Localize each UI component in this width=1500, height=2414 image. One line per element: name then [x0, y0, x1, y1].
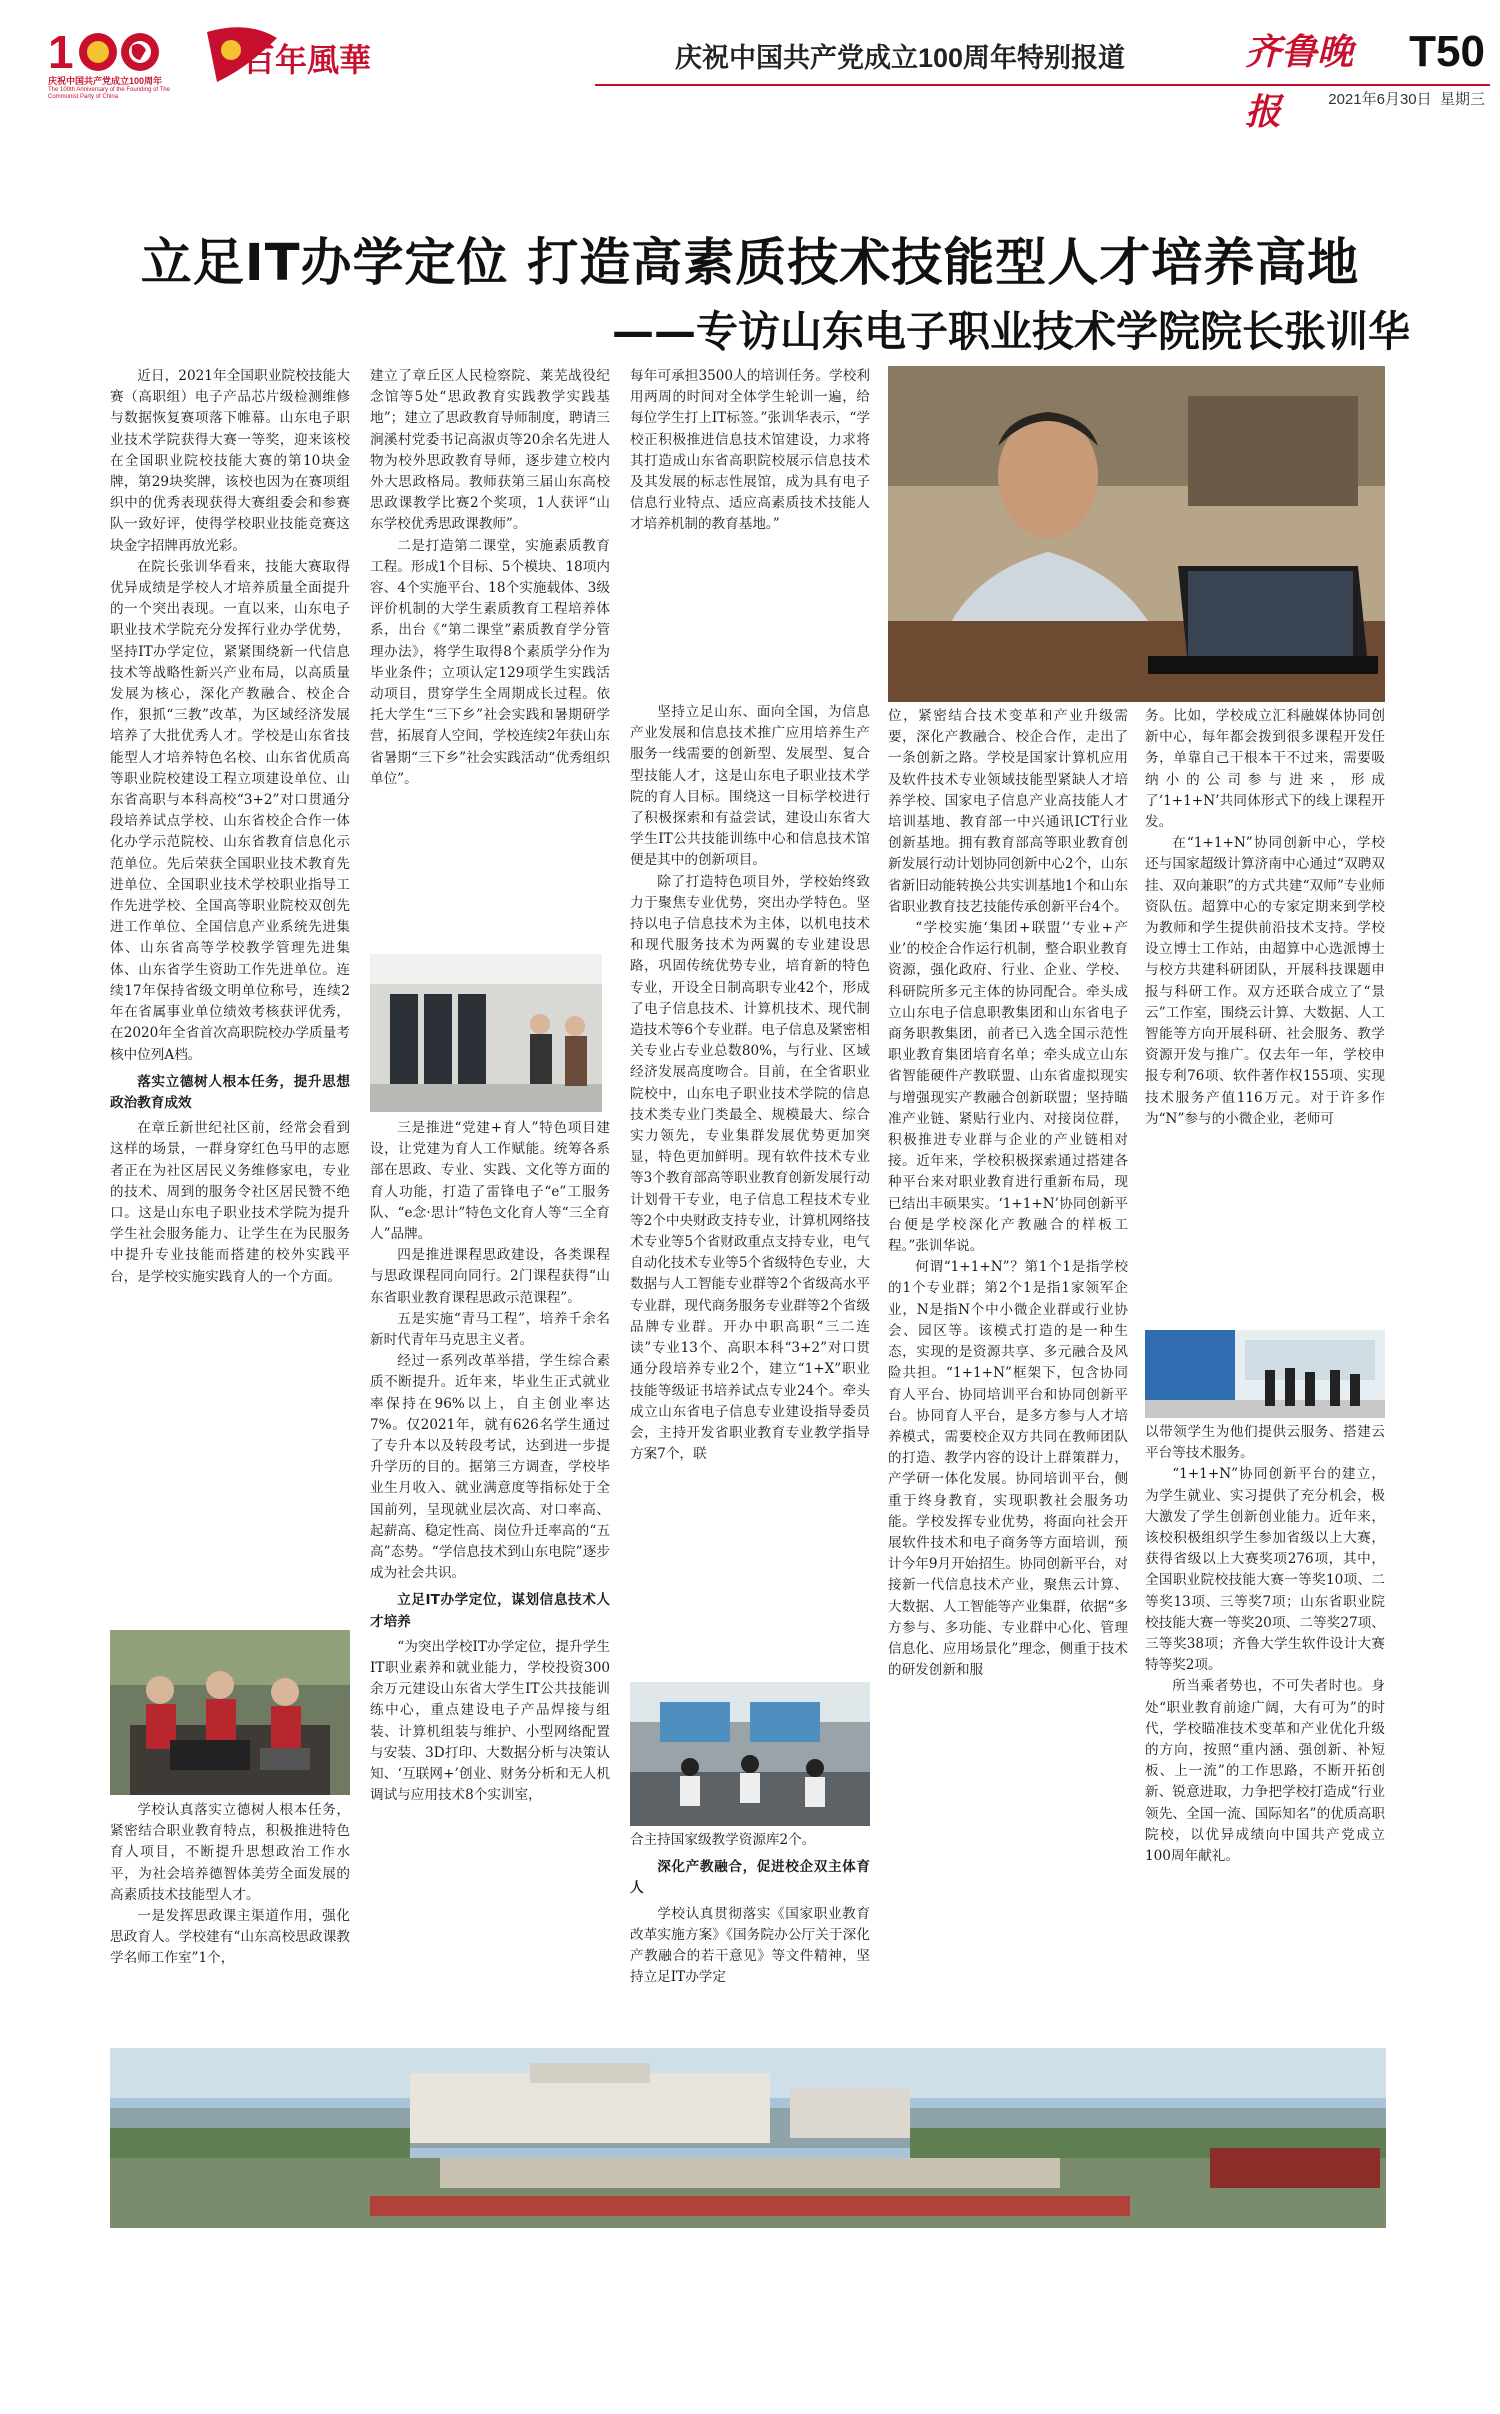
centenary-logo [48, 24, 198, 104]
photo-server-room [370, 954, 602, 1112]
column-1-continued [110, 1800, 350, 2040]
special-report-banner: 庆祝中国共产党成立100周年特别报道 [674, 43, 1126, 73]
paragraph: 经过一系列改革举措，学生综合素质不断提升。近年来，毕业生正式就业率保持在96%以上，自主创业率达7%。仅2021年，就有626名学生通过了专升本以及转段考试，达到进一步提升学历的目的。据第三方调查，学校毕业生月收入、就业满意度等指标处于全国前列，呈现就业层次高、对口率高、起薪高、稳定性高、岗位升迁率高的“五高”态势。“学信息技术到山东电院”逐步成为社会共识。 [370, 1353, 610, 1582]
column-2-continued [370, 1118, 610, 2040]
paragraph: 建立了章丘区人民检察院、莱芜战役纪念馆等5处“思政教育实践教学实践基地”；建立了思政教育导师制度，聘请三涧溪村党委书记高淑贞等20余名先进人物为校外思政教育导师，逐步建立校内外大思政格局。教师获第三届山东高校思政课教学比赛2个奖项，1人获评“山东学校优秀思政课教师”。 [370, 368, 610, 533]
paragraph: 一是发挥思政课主渠道作用，强化思政育人。学校建有“山东高校思政课教学名师工作室”1个， [110, 1908, 350, 1967]
article-headline: 立足IT办学定位 打造高素质技术技能型人才培养高地 [140, 234, 1360, 293]
weekday-text: 星期三 [1439, 91, 1485, 108]
section-heading: 落实立德树人根本任务，提升思想政治教育成效 [110, 1073, 350, 1111]
column-3 [630, 366, 870, 702]
photo-campus-aerial [110, 2048, 1386, 2228]
paragraph: “为突出学校IT办学定位，提升学生IT职业素养和就业能力，学校投资300余万元建设山东省大学生IT公共技能训练中心，重点建设电子产品焊接与组装、计算机组装与维护、小型网络配置与安装、3D打印、大数据分析与决策认知、‘互联网+’创业、财务分析和无人机调试与应用技术8个实训室， [370, 1638, 610, 1804]
masthead [0, 0, 1500, 133]
calligraphy-title [205, 22, 372, 94]
paragraph: 五是实施“青马工程”，培养千余名新时代青年马克思主义者。 [370, 1310, 610, 1349]
paragraph: 务。比如，学校成立汇科融媒体协同创新中心，每年都会拨到很多课程开发任务，单靠自己干根本干不过来，需要吸纳小的公司参与进来，形成了‘1+1+N’共同体形式下的线上课程开发。 [1145, 708, 1385, 831]
paragraph: 二是打造第二课堂，实施素质教育工程。形成1个目标、5个模块、18项内容、4个实施平台、18个实施载体、3级评价机制的大学生素质教育工程培养体系，出台《“第二课堂”素质教育学分管理办法》，将学生取得8个素质学分作为毕业条件；立项认定129项学生实践活动项目，贯穿学生全周期成长过程。依托大学生“三下乡”社会实践和暑期研学营，拓展育人空间，学校连续2年获山东省暑期“三下乡”社会实践活动“优秀组织单位”。 [370, 537, 610, 787]
paragraph: 近日，2021年全国职业院校技能大赛（高职组）电子产品芯片级检测维修与数据恢复赛项落下帷幕。山东电子职业技术学院获得大赛一等奖，迎来该校在全国职业院校技能大赛的第10块金牌，第29块奖牌，该校也因为在赛项组织中的优秀表现获得大赛组委会和参赛队一致好评，使得学校职业技能竞赛这块金字招牌再放光彩。 [110, 368, 350, 554]
paragraph: 四是推进课程思政建设，各类课程与思政课程同向同行。2门课程获得“山东省职业教育课程思政示范课程”。 [370, 1247, 610, 1306]
newspaper-name: 齐鲁晚报 [1245, 31, 1354, 133]
paragraph: 所当乘者势也，不可失者时也。身处“职业教育前途广阔，大有可为”的时代，学校瞄准技术变革和产业优化升级的方向，按照“重内涵、强创新、补短板、上一流”的工作思路，不断开拓创新、锐意进取，力争把学校打造成“行业领先、全国一流、国际知名”的优质高职院校，以优异成绩向中国共产党成立100周年献礼。 [1145, 1678, 1385, 1865]
paragraph: 每年可承担3500人的培训任务。学校利用两周的时间对全体学生轮训一遍，给每位学生打上IT标签。”张训华表示，“学校正积极推进信息技术馆建设，力求将其打造成山东省高职院校展示信息技术及其发展的标志性展馆，成为具有电子信息行业特点、适应高素质技术技能人才培养机制的教育基地。” [630, 368, 870, 533]
section-heading: 立足IT办学定位，谋划信息技术人才培养 [370, 1592, 610, 1630]
paragraph: “1+1+N”协同创新平台的建立，为学生就业、实习提供了充分机会，极大激发了学生创新创业能力。近年来，该校积极组织学生参加省级以上大赛，获得省级以上大赛奖项276项，其中，全国职业院校技能大赛一等奖10项、二等奖13项、三等奖7项；山东省职业院校技能大赛一等奖20项、二等奖27项、三等奖38项；齐鲁大学生软件设计大赛特等奖2项。 [1145, 1466, 1385, 1674]
column-4 [888, 706, 1128, 2042]
column-3-continued [630, 702, 870, 1682]
paragraph: 合主持国家级教学资源库2个。 [630, 1832, 816, 1848]
centenary-caption-cn: 庆祝中国共产党成立100周年 [48, 76, 163, 86]
column-2 [370, 366, 610, 946]
paragraph: 学校认真贯彻落实《国家职业教育改革实施方案》《国务院办公厅关于深化产教融合的若干意见》等文件精神，坚持立足IT办学定 [630, 1905, 870, 1986]
section-heading: 深化产教融合，促进校企双主体育人 [630, 1859, 870, 1897]
column-3-end [630, 1830, 870, 2042]
calligraphy-title-text: 百年風華 [243, 41, 372, 79]
photo-president-portrait [888, 366, 1385, 702]
svg-text:1: 1 [48, 26, 74, 78]
paragraph: 在院长张训华看来，技能大赛取得优异成绩是学校人才培养质量全面提升的一个突出表现。一直以来，山东电子职业技术学院充分发挥行业办学优势，坚持IT办学定位，紧紧围绕新一代信息技术等战略性新兴产业布局，以高质量发展为核心，深化产教融合、校企合作，狠抓“三教”改革，为区域经济发展培养了大批优秀人才。学校是山东省技能型人才培养特色名校、山东省优质高等职业院校建设工程立项建设单位、山东省高职与本科高校“3+2”对口贯通分段培养试点学校、山东省校企合作一体化办学示范院校、山东省教育信息化示范单位。先后荣获全国职业技术教育先进单位、全国职业技术学校职业指导工作先进学校、全国高等职业院校双创先进工作单位、全国信息产业系统先进集体、山东省高等学校教学管理先进集体、山东省学生资助工作先进单位。连续17年保持省级文明单位称号，连续2年在省属事业单位绩效考核获评优秀，在2020年全省首次高职院校办学质量考核中位列A档。 [110, 558, 350, 1063]
date-text: 2021年6月30日 [1328, 91, 1432, 108]
paragraph: 在“1+1+N”协同创新中心，学校还与国家超级计算济南中心通过“双聘双挂、双向兼职”的方式共建“双师”专业师资队伍。超算中心的专家定期来到学校为教师和学生提供前沿技术支持。学校设立博士工作站，由超算中心选派博士与校方共建科研团队，开展科技课题申报与科研工作。双方还联合成立了“景云”工作室，围绕云计算、大数据、人工智能等方向开展科研、社会服务、教学资源开发与推广。仅去年一年，学校申报专利76项、软件著作权155项、实现技术服务产值116万元。对于许多作为“N”参与的小微企业，老师可 [1145, 835, 1385, 1127]
paragraph: 在章丘新世纪社区前，经常会看到这样的场景，一群身穿红色马甲的志愿者正在为社区居民义务维修家电，专业的技术、周到的服务令社区居民赞不绝口。这是山东电子职业技术学院为提升学生社会服务能力、让学生在为民服务中提升专业技能而搭建的校外实践平台，是学校实施实践育人的一个方面。 [110, 1120, 350, 1285]
masthead-rule [595, 84, 1490, 86]
paragraph: 以带领学生为他们提供云服务、搭建云平台等技术服务。 [1145, 1424, 1385, 1462]
column-5 [1145, 706, 1385, 1324]
page-number: T50 [1409, 27, 1485, 76]
article-subheadline: ——专访山东电子职业技术学院院长张训华 [611, 307, 1410, 356]
paragraph: 学校认真落实立德树人根本任务，紧密结合职业教育特点，积极推进特色育人项目，不断提升思想政治工作水平，为社会培养德智体美劳全面发展的高素质技术技能型人才。 [110, 1802, 350, 1903]
paragraph: “学校实施‘集团+联盟’‘专业+产业’的校企合作运行机制，整合职业教育资源，强化政府、行业、企业、学校、科研院所多元主体的协同配合。牵头成立山东电子信息职教集团和山东省电子商务职教集团，前者已入选全国示范性职业教育集团培育名单；牵头成立山东省智能硬件产教联盟、山东省虚拟现实与增强现实产教融合创新联盟；坚持瞄准产业链、紧贴行业内、对接岗位群，积极推进专业群与企业的产业链相对接。近年来，学校积极探索通过搭建各种平台来对职业教育进行重新布局，现已结出丰硕果实。‘1+1+N’协同创新平台便是学校深化产教融合的样板工程。”张训华说。 [888, 920, 1128, 1255]
photo-student-volunteers [110, 1630, 350, 1795]
paragraph: 除了打造特色项目外，学校始终致力于聚焦专业优势，突出办学特色。坚持以电子信息技术为主体，以机电技术和现代服务技术为两翼的专业建设思路，巩固传统优势专业，培育新的特色专业，开设全日制高职专业42个，形成了电子信息技术、计算机技术、现代制造技术等6个专业群。电子信息及紧密相关专业占专业总数80%，与行业、区域经济发展高度吻合。目前，在全省职业院校中，山东电子职业技术学院的信息技术类专业门类最全、规模最大、综合实力领先，专业集群发展优势更加突显，特色更加鲜明。现有软件技术专业等3个教育部高等职业教育创新发展行动计划骨干专业，电子信息工程技术专业等2个中央财政支持专业，计算机网络技术专业等5个省财政重点支持专业，电气自动化技术专业等5个省级特色专业，大数据与人工智能专业群等2个省级高水平专业群，现代商务服务专业群等2个省级品牌专业群。开办中职高职“三二连读”专业13个、高职本科“3+2”对口贯通分段培养专业2个，建立“1+X”职业技能等级证书培养试点专业24个。牵头成立山东省电子信息专业建设指导委员会，主持开发省职业教育专业教学指导方案7个，联 [630, 873, 870, 1463]
photo-exhibition-hall [1145, 1330, 1385, 1418]
photo-training-classroom [630, 1682, 870, 1826]
paragraph: 位，紧密结合技术变革和产业升级需要，深化产教融合、校企合作，走出了一条创新之路。学校是国家计算机应用及软件技术专业领域技能型紧缺人才培养学校、国家电子信息产业高技能人才培训基地、教育部一中兴通讯ICT行业创新基地。拥有教育部高等职业教育创新发展行动计划协同创新中心2个，山东省新旧动能转换公共实训基地1个和山东省职业教育技艺技能传承创新平台4个。 [888, 708, 1128, 915]
paragraph: 何谓“1+1+N”？第1个1是指学校的1个专业群；第2个1是指1家领军企业，N是指N个中小微企业群或行业协会、园区等。该模式打造的是一种生态，实现的是资源共享、多元融合及风险共担。“1+1+N”框架下，包含协同育人平台、协同培训平台和协同创新平台。协同育人平台，是多方参与人才培养模式，需要校企双方共同在教师团队的打造、教学内容的设计上群策群力，产学研一体化发展。协同培训平台，侧重于终身教育，实现职教社会服务功能。学校发挥专业优势，将面向社会开展软件技术和电子商务等方面培训，预计今年9月开始招生。协同创新平台，对接新一代信息技术产业，聚焦云计算、大数据、人工智能等产业集群，依据“多方参与、多功能、专业群中心化、管理信息化、应用场景化”理念，侧重于技术的研发创新和服 [888, 1259, 1128, 1679]
centenary-caption-en: The 100th Anniversary of the Founding of The Communist Party of China [48, 87, 170, 100]
column-1 [110, 366, 350, 1624]
paragraph: 坚持立足山东、面向全国，为信息产业发展和信息技术推广应用培养生产服务一线需要的创新型、发展型、复合型技能人才，这是山东电子职业技术学院的育人目标。围绕这一目标学校进行了积极探索和有益尝试，建设山东省大学生IT公共技能训练中心和信息技术馆便是其中的创新项目。 [630, 704, 870, 869]
paragraph: 三是推进“党建+育人”特色项目建设，让党建为育人工作赋能。统筹各系部在思政、专业、实践、文化等方面的育人功能，打造了雷锋电子“e”工服务队、“e念·思计”特色文化育人等“三全育人”品牌。 [370, 1120, 610, 1243]
publication-date [1300, 88, 1485, 110]
column-5-continued [1145, 1422, 1385, 2042]
